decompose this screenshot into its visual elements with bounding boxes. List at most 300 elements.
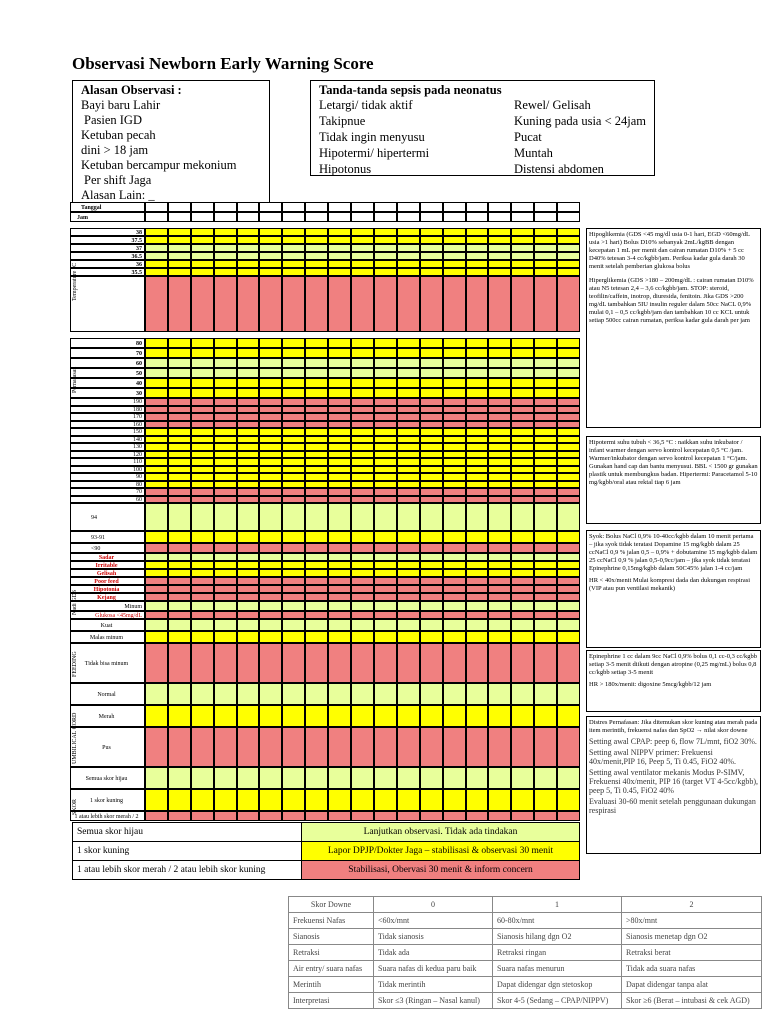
chart-cell[interactable] (168, 458, 191, 466)
chart-cell[interactable] (511, 643, 534, 683)
chart-cell[interactable] (259, 268, 282, 276)
chart-cell[interactable] (168, 212, 191, 222)
chart-cell[interactable] (511, 451, 534, 459)
chart-cell[interactable] (168, 585, 191, 593)
chart-cell[interactable] (237, 236, 260, 244)
chart-cell[interactable] (305, 388, 328, 398)
chart-cell[interactable] (214, 466, 237, 474)
chart-cell[interactable] (214, 619, 237, 631)
chart-cell[interactable] (282, 451, 305, 459)
chart-cell[interactable] (488, 202, 511, 212)
chart-cell[interactable] (351, 631, 374, 643)
chart-cell[interactable] (397, 585, 420, 593)
chart-cell[interactable] (191, 705, 214, 727)
chart-cell[interactable] (168, 705, 191, 727)
chart-cell[interactable] (557, 212, 580, 222)
chart-cell[interactable] (420, 593, 443, 601)
chart-cell[interactable] (191, 496, 214, 504)
chart-cell[interactable] (397, 561, 420, 569)
chart-cell[interactable] (374, 368, 397, 378)
chart-cell[interactable] (397, 244, 420, 252)
chart-cell[interactable] (282, 611, 305, 619)
chart-cell[interactable] (282, 585, 305, 593)
chart-cell[interactable] (534, 593, 557, 601)
chart-cell[interactable] (488, 789, 511, 811)
chart-cell[interactable] (420, 789, 443, 811)
chart-cell[interactable] (145, 466, 168, 474)
chart-cell[interactable] (305, 488, 328, 496)
chart-cell[interactable] (557, 643, 580, 683)
chart-cell[interactable] (282, 488, 305, 496)
chart-cell[interactable] (351, 443, 374, 451)
chart-cell[interactable] (374, 436, 397, 444)
chart-cell[interactable] (168, 543, 191, 553)
chart-cell[interactable] (397, 631, 420, 643)
chart-cell[interactable] (534, 436, 557, 444)
chart-cell[interactable] (443, 811, 466, 821)
chart-cell[interactable] (351, 553, 374, 561)
chart-cell[interactable] (466, 473, 489, 481)
chart-cell[interactable] (305, 593, 328, 601)
chart-cell[interactable] (420, 348, 443, 358)
chart-cell[interactable] (191, 236, 214, 244)
chart-cell[interactable] (488, 268, 511, 276)
chart-cell[interactable] (397, 466, 420, 474)
chart-cell[interactable] (534, 543, 557, 553)
chart-cell[interactable] (488, 503, 511, 531)
chart-cell[interactable] (191, 531, 214, 543)
chart-cell[interactable] (466, 348, 489, 358)
chart-cell[interactable] (466, 378, 489, 388)
chart-cell[interactable] (237, 202, 260, 212)
chart-cell[interactable] (374, 212, 397, 222)
chart-cell[interactable] (259, 244, 282, 252)
chart-cell[interactable] (511, 202, 534, 212)
chart-cell[interactable] (443, 503, 466, 531)
chart-cell[interactable] (191, 348, 214, 358)
chart-cell[interactable] (191, 421, 214, 429)
chart-cell[interactable] (305, 543, 328, 553)
chart-cell[interactable] (534, 338, 557, 348)
chart-cell[interactable] (443, 348, 466, 358)
chart-cell[interactable] (259, 619, 282, 631)
chart-cell[interactable] (397, 569, 420, 577)
chart-cell[interactable] (168, 406, 191, 414)
chart-cell[interactable] (511, 611, 534, 619)
chart-cell[interactable] (374, 727, 397, 767)
chart-cell[interactable] (145, 593, 168, 601)
chart-cell[interactable] (282, 503, 305, 531)
chart-cell[interactable] (534, 553, 557, 561)
chart-cell[interactable] (374, 569, 397, 577)
chart-cell[interactable] (282, 228, 305, 236)
chart-cell[interactable] (168, 244, 191, 252)
chart-cell[interactable] (305, 338, 328, 348)
chart-cell[interactable] (168, 436, 191, 444)
chart-cell[interactable] (237, 228, 260, 236)
chart-cell[interactable] (420, 577, 443, 585)
chart-cell[interactable] (557, 276, 580, 332)
chart-cell[interactable] (237, 585, 260, 593)
chart-cell[interactable] (511, 413, 534, 421)
chart-cell[interactable] (466, 727, 489, 767)
chart-cell[interactable] (305, 705, 328, 727)
chart-cell[interactable] (488, 705, 511, 727)
chart-cell[interactable] (282, 358, 305, 368)
chart-cell[interactable] (328, 443, 351, 451)
chart-cell[interactable] (443, 276, 466, 332)
chart-cell[interactable] (259, 585, 282, 593)
chart-cell[interactable] (466, 503, 489, 531)
chart-cell[interactable] (305, 619, 328, 631)
chart-cell[interactable] (443, 252, 466, 260)
chart-cell[interactable] (168, 569, 191, 577)
chart-cell[interactable] (351, 643, 374, 683)
chart-cell[interactable] (168, 368, 191, 378)
chart-cell[interactable] (259, 406, 282, 414)
chart-cell[interactable] (237, 643, 260, 683)
chart-cell[interactable] (397, 398, 420, 406)
chart-cell[interactable] (488, 368, 511, 378)
chart-cell[interactable] (466, 276, 489, 332)
chart-cell[interactable] (557, 727, 580, 767)
chart-cell[interactable] (259, 458, 282, 466)
chart-cell[interactable] (237, 398, 260, 406)
chart-cell[interactable] (168, 496, 191, 504)
chart-cell[interactable] (443, 569, 466, 577)
chart-cell[interactable] (466, 388, 489, 398)
chart-cell[interactable] (488, 378, 511, 388)
chart-cell[interactable] (397, 348, 420, 358)
chart-cell[interactable] (534, 236, 557, 244)
chart-cell[interactable] (397, 368, 420, 378)
chart-cell[interactable] (397, 413, 420, 421)
chart-cell[interactable] (305, 268, 328, 276)
chart-cell[interactable] (511, 631, 534, 643)
chart-cell[interactable] (374, 236, 397, 244)
chart-cell[interactable] (282, 466, 305, 474)
chart-cell[interactable] (488, 358, 511, 368)
chart-cell[interactable] (191, 585, 214, 593)
chart-cell[interactable] (168, 481, 191, 489)
chart-cell[interactable] (214, 202, 237, 212)
chart-cell[interactable] (305, 398, 328, 406)
chart-cell[interactable] (420, 496, 443, 504)
chart-cell[interactable] (374, 276, 397, 332)
chart-cell[interactable] (443, 601, 466, 611)
chart-cell[interactable] (511, 727, 534, 767)
chart-cell[interactable] (214, 244, 237, 252)
chart-cell[interactable] (466, 683, 489, 705)
chart-cell[interactable] (443, 619, 466, 631)
chart-cell[interactable] (397, 577, 420, 585)
chart-cell[interactable] (237, 481, 260, 489)
chart-cell[interactable] (374, 378, 397, 388)
chart-cell[interactable] (328, 458, 351, 466)
chart-cell[interactable] (214, 421, 237, 429)
chart-cell[interactable] (420, 466, 443, 474)
chart-cell[interactable] (420, 252, 443, 260)
chart-cell[interactable] (328, 488, 351, 496)
chart-cell[interactable] (420, 553, 443, 561)
chart-cell[interactable] (191, 611, 214, 619)
chart-cell[interactable] (488, 388, 511, 398)
chart-cell[interactable] (511, 276, 534, 332)
chart-cell[interactable] (282, 569, 305, 577)
chart-cell[interactable] (168, 378, 191, 388)
chart-cell[interactable] (214, 338, 237, 348)
chart-cell[interactable] (328, 252, 351, 260)
chart-cell[interactable] (328, 481, 351, 489)
chart-cell[interactable] (237, 458, 260, 466)
chart-cell[interactable] (466, 611, 489, 619)
chart-cell[interactable] (237, 531, 260, 543)
chart-cell[interactable] (214, 705, 237, 727)
chart-cell[interactable] (420, 473, 443, 481)
chart-cell[interactable] (351, 252, 374, 260)
chart-cell[interactable] (351, 488, 374, 496)
chart-cell[interactable] (420, 585, 443, 593)
chart-cell[interactable] (237, 268, 260, 276)
chart-cell[interactable] (511, 553, 534, 561)
chart-cell[interactable] (443, 553, 466, 561)
chart-cell[interactable] (237, 683, 260, 705)
chart-cell[interactable] (145, 413, 168, 421)
chart-cell[interactable] (145, 643, 168, 683)
chart-cell[interactable] (237, 358, 260, 368)
chart-cell[interactable] (191, 406, 214, 414)
chart-cell[interactable] (443, 531, 466, 543)
chart-cell[interactable] (214, 601, 237, 611)
chart-cell[interactable] (534, 473, 557, 481)
chart-cell[interactable] (168, 601, 191, 611)
chart-cell[interactable] (237, 577, 260, 585)
chart-cell[interactable] (374, 767, 397, 789)
chart-cell[interactable] (305, 451, 328, 459)
chart-cell[interactable] (374, 611, 397, 619)
chart-cell[interactable] (351, 388, 374, 398)
chart-cell[interactable] (397, 458, 420, 466)
chart-cell[interactable] (168, 443, 191, 451)
chart-cell[interactable] (351, 619, 374, 631)
chart-cell[interactable] (351, 413, 374, 421)
chart-cell[interactable] (237, 252, 260, 260)
chart-cell[interactable] (282, 368, 305, 378)
chart-cell[interactable] (557, 358, 580, 368)
chart-cell[interactable] (374, 643, 397, 683)
chart-cell[interactable] (145, 631, 168, 643)
chart-cell[interactable] (443, 421, 466, 429)
chart-cell[interactable] (397, 619, 420, 631)
chart-cell[interactable] (145, 481, 168, 489)
chart-cell[interactable] (488, 451, 511, 459)
chart-cell[interactable] (397, 543, 420, 553)
chart-cell[interactable] (214, 276, 237, 332)
chart-cell[interactable] (259, 378, 282, 388)
chart-cell[interactable] (259, 276, 282, 332)
chart-cell[interactable] (305, 481, 328, 489)
chart-cell[interactable] (488, 553, 511, 561)
chart-cell[interactable] (420, 451, 443, 459)
chart-cell[interactable] (466, 531, 489, 543)
chart-cell[interactable] (397, 531, 420, 543)
chart-cell[interactable] (351, 268, 374, 276)
chart-cell[interactable] (534, 252, 557, 260)
chart-cell[interactable] (145, 531, 168, 543)
chart-cell[interactable] (145, 378, 168, 388)
chart-cell[interactable] (534, 601, 557, 611)
chart-cell[interactable] (511, 260, 534, 268)
chart-cell[interactable] (397, 436, 420, 444)
chart-cell[interactable] (282, 531, 305, 543)
chart-cell[interactable] (420, 601, 443, 611)
chart-cell[interactable] (328, 228, 351, 236)
chart-cell[interactable] (145, 543, 168, 553)
chart-cell[interactable] (328, 244, 351, 252)
chart-cell[interactable] (214, 481, 237, 489)
chart-cell[interactable] (145, 585, 168, 593)
chart-cell[interactable] (351, 727, 374, 767)
chart-cell[interactable] (237, 212, 260, 222)
chart-cell[interactable] (466, 593, 489, 601)
chart-cell[interactable] (557, 388, 580, 398)
chart-cell[interactable] (145, 260, 168, 268)
chart-cell[interactable] (328, 413, 351, 421)
chart-cell[interactable] (557, 488, 580, 496)
chart-cell[interactable] (328, 569, 351, 577)
chart-cell[interactable] (443, 202, 466, 212)
chart-cell[interactable] (237, 789, 260, 811)
chart-cell[interactable] (145, 228, 168, 236)
chart-cell[interactable] (466, 789, 489, 811)
chart-cell[interactable] (328, 683, 351, 705)
chart-cell[interactable] (397, 643, 420, 683)
chart-cell[interactable] (214, 398, 237, 406)
chart-cell[interactable] (420, 202, 443, 212)
chart-cell[interactable] (259, 503, 282, 531)
chart-cell[interactable] (488, 593, 511, 601)
chart-cell[interactable] (374, 398, 397, 406)
chart-cell[interactable] (534, 443, 557, 451)
chart-cell[interactable] (214, 451, 237, 459)
chart-cell[interactable] (259, 789, 282, 811)
chart-cell[interactable] (420, 503, 443, 531)
chart-cell[interactable] (305, 503, 328, 531)
chart-cell[interactable] (145, 727, 168, 767)
chart-cell[interactable] (488, 569, 511, 577)
chart-cell[interactable] (557, 531, 580, 543)
chart-cell[interactable] (191, 276, 214, 332)
chart-cell[interactable] (374, 358, 397, 368)
chart-cell[interactable] (282, 436, 305, 444)
chart-cell[interactable] (420, 436, 443, 444)
chart-cell[interactable] (557, 406, 580, 414)
chart-cell[interactable] (420, 458, 443, 466)
chart-cell[interactable] (145, 212, 168, 222)
chart-cell[interactable] (282, 553, 305, 561)
chart-cell[interactable] (191, 601, 214, 611)
chart-cell[interactable] (282, 631, 305, 643)
chart-cell[interactable] (557, 631, 580, 643)
chart-cell[interactable] (511, 561, 534, 569)
chart-cell[interactable] (282, 202, 305, 212)
chart-cell[interactable] (168, 531, 191, 543)
chart-cell[interactable] (305, 443, 328, 451)
chart-cell[interactable] (237, 406, 260, 414)
chart-cell[interactable] (443, 378, 466, 388)
chart-cell[interactable] (145, 236, 168, 244)
chart-cell[interactable] (443, 398, 466, 406)
chart-cell[interactable] (443, 236, 466, 244)
chart-cell[interactable] (534, 496, 557, 504)
chart-cell[interactable] (557, 252, 580, 260)
chart-cell[interactable] (237, 553, 260, 561)
chart-cell[interactable] (191, 593, 214, 601)
chart-cell[interactable] (534, 569, 557, 577)
chart-cell[interactable] (191, 413, 214, 421)
chart-cell[interactable] (534, 577, 557, 585)
chart-cell[interactable] (214, 593, 237, 601)
chart-cell[interactable] (168, 202, 191, 212)
chart-cell[interactable] (466, 451, 489, 459)
chart-cell[interactable] (466, 619, 489, 631)
chart-cell[interactable] (466, 705, 489, 727)
chart-cell[interactable] (259, 767, 282, 789)
chart-cell[interactable] (282, 338, 305, 348)
chart-cell[interactable] (259, 561, 282, 569)
chart-cell[interactable] (443, 561, 466, 569)
chart-cell[interactable] (145, 473, 168, 481)
chart-cell[interactable] (191, 338, 214, 348)
chart-cell[interactable] (397, 406, 420, 414)
chart-cell[interactable] (145, 503, 168, 531)
chart-cell[interactable] (466, 236, 489, 244)
chart-cell[interactable] (534, 348, 557, 358)
chart-cell[interactable] (259, 601, 282, 611)
chart-cell[interactable] (488, 458, 511, 466)
chart-cell[interactable] (191, 388, 214, 398)
chart-cell[interactable] (511, 543, 534, 553)
chart-cell[interactable] (351, 428, 374, 436)
chart-cell[interactable] (557, 611, 580, 619)
chart-cell[interactable] (168, 643, 191, 683)
chart-cell[interactable] (374, 413, 397, 421)
chart-cell[interactable] (420, 428, 443, 436)
chart-cell[interactable] (237, 593, 260, 601)
chart-cell[interactable] (237, 727, 260, 767)
chart-cell[interactable] (328, 643, 351, 683)
chart-cell[interactable] (237, 378, 260, 388)
chart-cell[interactable] (328, 601, 351, 611)
chart-cell[interactable] (259, 531, 282, 543)
chart-cell[interactable] (305, 643, 328, 683)
chart-cell[interactable] (259, 413, 282, 421)
chart-cell[interactable] (420, 611, 443, 619)
chart-cell[interactable] (420, 276, 443, 332)
chart-cell[interactable] (237, 421, 260, 429)
chart-cell[interactable] (374, 466, 397, 474)
chart-cell[interactable] (351, 260, 374, 268)
chart-cell[interactable] (443, 727, 466, 767)
chart-cell[interactable] (511, 436, 534, 444)
chart-cell[interactable] (488, 767, 511, 789)
chart-cell[interactable] (259, 398, 282, 406)
chart-cell[interactable] (191, 398, 214, 406)
chart-cell[interactable] (305, 358, 328, 368)
chart-cell[interactable] (351, 811, 374, 821)
chart-cell[interactable] (420, 212, 443, 222)
chart-cell[interactable] (511, 488, 534, 496)
